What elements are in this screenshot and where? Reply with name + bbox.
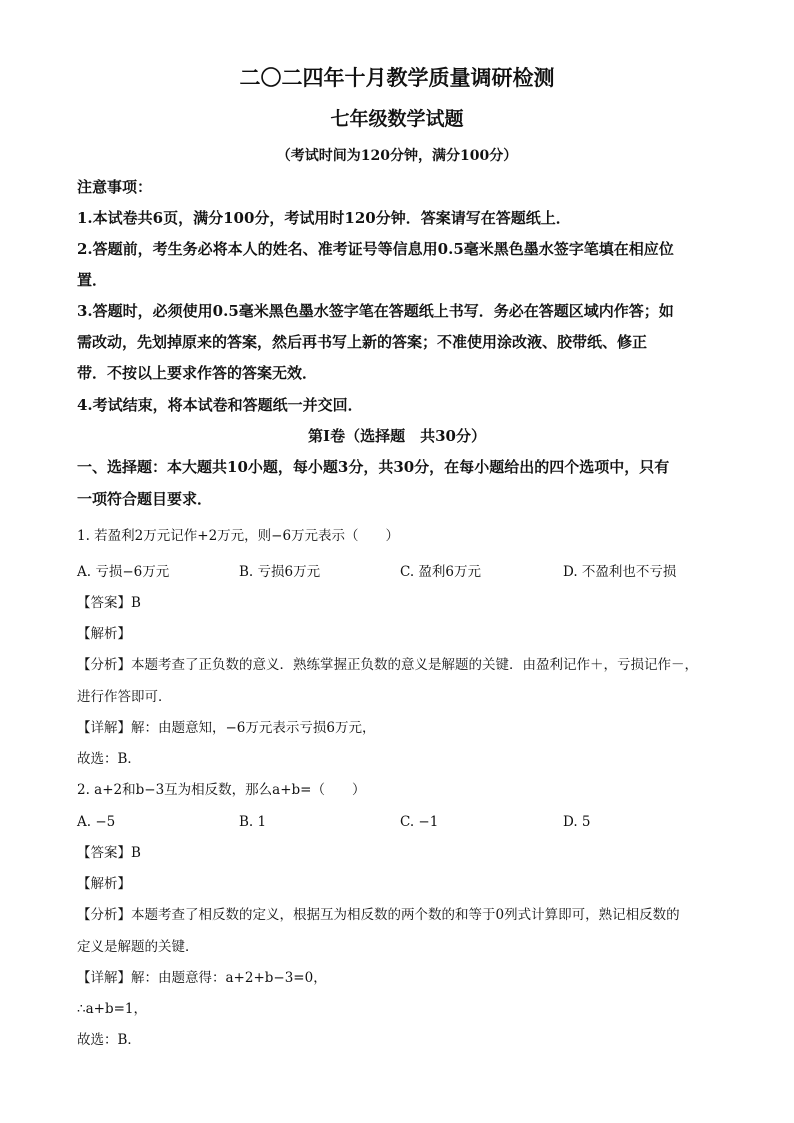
exam-time-info: （考试时间为120分钟，满分100分） (276, 148, 518, 164)
question-2-analysis-line: 定义是解题的关键． (77, 939, 199, 955)
notes-line: 需改动，先划掉原来的答案，然后再书写上新的答案；不准使用涂改液、胶带纸、修正 (77, 333, 648, 351)
question-2-stem: 2. a+2和b−3互为相反数，那么a+b=（ ） (77, 782, 366, 798)
notes-line: 置． (77, 271, 108, 289)
question-2-option-d: D. 5 (563, 814, 591, 830)
question-1-option-c: C. 盈利6万元 (400, 564, 482, 580)
question-2-analysis-label: 【解析】 (77, 876, 131, 892)
notes-line: 3.答题时，必须使用0.5毫米黑色墨水签字笔在答题纸上书写．务必在答题区域内作答；如 (77, 302, 674, 320)
notes-line: 带．不按以上要求作答的答案无效． (77, 364, 318, 382)
question-2-analysis-line: ∴a+b=1， (77, 1001, 147, 1017)
notes-line: 4.考试结束，将本试卷和答题纸一并交回． (77, 396, 363, 414)
question-2-analysis-line: 【详解】解：由题意得：a+2+b−3=0， (77, 970, 327, 986)
question-1-analysis-line: 【分析】本题考查了正负数的意义．熟练掌握正负数的意义是解题的关键．由盈利记作＋，亏损记作－， (77, 657, 698, 673)
section-intro: 一、选择题：本大题共10小题，每小题3分，共30分，在每小题给出的四个选项中，只有 (77, 458, 670, 476)
question-2-analysis-line: 故选：B． (77, 1032, 141, 1048)
notes-line: 2.答题前，考生务必将本人的姓名、准考证号等信息用0.5毫米黑色墨水签字笔填在相应位 (77, 240, 674, 258)
question-1-option-a: A. 亏损−6万元 (77, 564, 170, 580)
notes-heading: 注意事项： (77, 178, 153, 196)
section-intro: 一项符合题目要求． (77, 490, 213, 508)
notes-line: 1.本试卷共6页，满分100分，考试用时120分钟．答案请写在答题纸上． (77, 209, 571, 227)
question-1-answer: 【答案】B (77, 595, 141, 611)
question-1-analysis-line: 故选：B． (77, 751, 141, 767)
question-1-stem: 1. 若盈利2万元记作+2万元，则−6万元表示（ ） (77, 528, 400, 544)
question-2-analysis-line: 【分析】本题考查了相反数的定义，根据互为相反数的两个数的和等于0列式计算即可，熟记相反数的 (77, 907, 680, 923)
question-1-analysis-line: 进行作答即可． (77, 689, 172, 705)
question-2-option-a: A. −5 (77, 814, 116, 830)
question-1-option-d: D. 不盈利也不亏损 (563, 564, 677, 580)
question-2-option-b: B. 1 (239, 814, 267, 830)
question-1-analysis-label: 【解析】 (77, 626, 131, 642)
section-title: 第Ⅰ卷（选择题 共30分） (308, 427, 486, 445)
question-2-answer: 【答案】B (77, 845, 141, 861)
exam-subtitle: 七年级数学试题 (330, 108, 464, 130)
question-1-option-b: B. 亏损6万元 (239, 564, 321, 580)
exam-title: 二〇二四年十月教学质量调研检测 (239, 65, 555, 90)
question-1-analysis-line: 【详解】解：由题意知，−6万元表示亏损6万元， (77, 720, 376, 736)
question-2-option-c: C. −1 (400, 814, 439, 830)
